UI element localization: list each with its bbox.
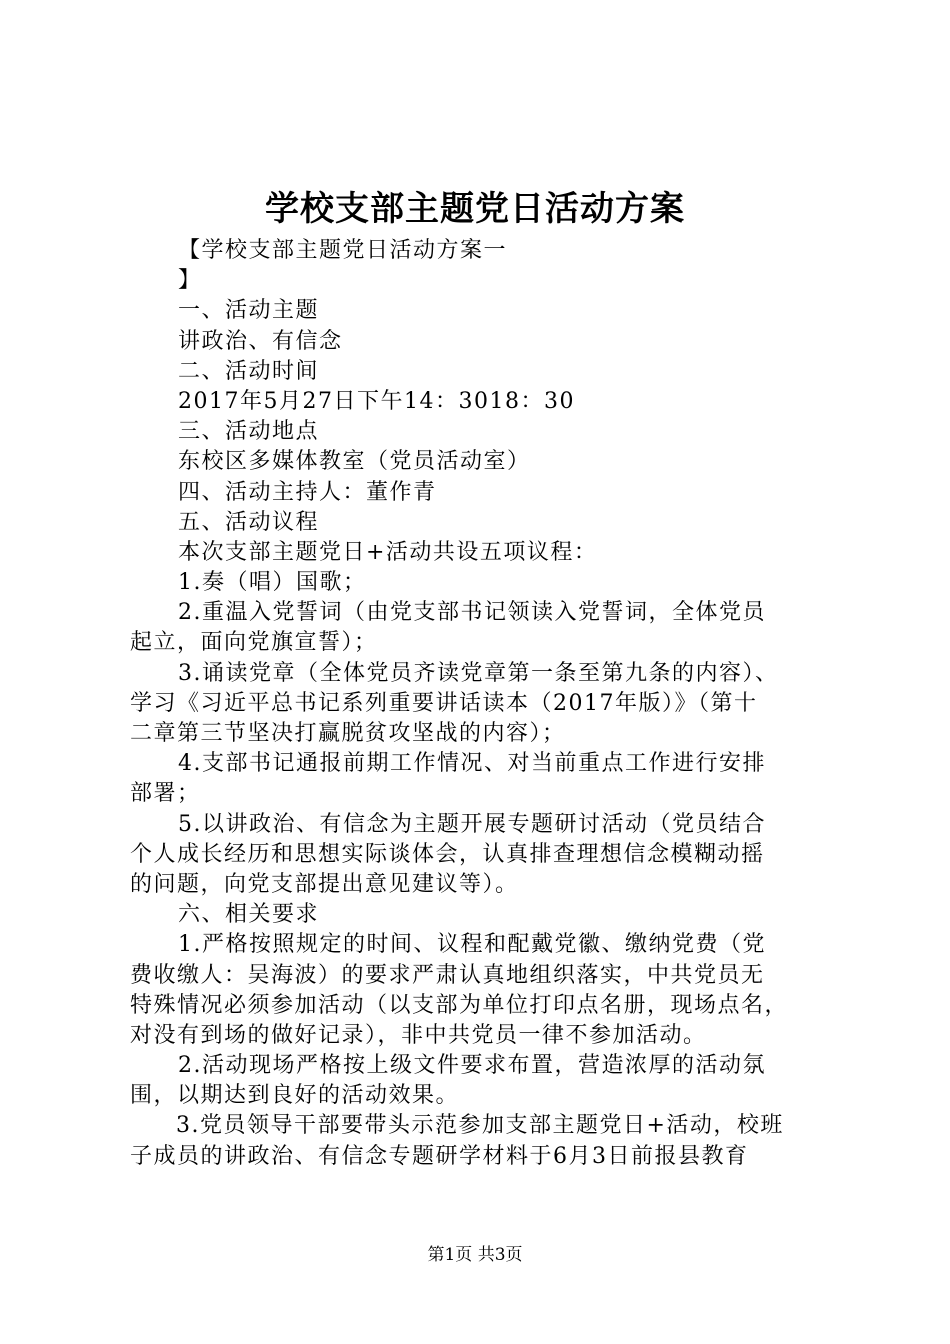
section-heading: 二、活动时间 [178,358,320,384]
list-item-continued: 的问题，向党支部提出意见建议等）。 [130,871,519,897]
list-item: 3.诵读党章（全体党员齐读党章第一条至第九条的内容）、 [178,660,779,686]
list-item-continued: 特殊情况必须参加活动（以支部为单位打印点名册，现场点名， [130,992,789,1018]
paragraph-line: 讲政治、有信念 [178,328,343,354]
section-heading: 三、活动地点 [178,419,320,445]
subtitle-line: 【学校支部主题党日活动方案一 [178,238,508,263]
list-item-continued: 部署； [130,781,201,807]
list-item: 1.奏（唱）国歌； [178,570,367,596]
paragraph-line: 东校区多媒体教室（党员活动室） [178,449,531,475]
list-item-continued: 子成员的讲政治、有信念专题研学材料于6月3日前报县教育 [130,1143,749,1169]
subtitle-line-end: 】 [178,268,202,294]
section-heading: 五、活动议程 [178,509,320,535]
list-item-continued: 二章第三节坚决打赢脱贫攻坚战的内容）； [130,721,566,746]
list-item: 2.重温入党誓词（由党支部书记领读入党誓词，全体党员 [178,600,766,626]
list-item-continued: 对没有到场的做好记录），非中共党员一律不参加活动。 [130,1022,707,1048]
list-item: 3.党员领导干部要带头示范参加支部主题党日+活动，校班 [176,1113,784,1139]
page-number: 第1页 共3页 [427,1245,523,1265]
list-item: 5.以讲政治、有信念为主题开展专题研讨活动（党员结合 [178,811,766,837]
section-heading: 四、活动主持人：董作青 [178,479,437,505]
list-item-continued: 费收缴人：吴海波）的要求严肃认真地组织落实，中共党员无 [130,962,765,988]
list-item: 4.支部书记通报前期工作情况、对当前重点工作进行安排 [178,751,766,777]
paragraph-line: 2017年5月27日下午14：3018：30 [178,388,575,414]
document-title: 学校支部主题党日活动方案 [265,189,685,229]
document-body [130,236,840,1172]
section-heading: 一、活动主题 [178,298,320,324]
section-heading: 六、相关要求 [178,902,320,928]
list-item: 1.严格按照规定的时间、议程和配戴党徽、缴纳党费（党 [178,932,766,958]
list-item-continued: 学习《习近平总书记系列重要讲话读本（2017年版）》（第十 [130,690,758,716]
list-item-continued: 个人成长经历和思想实际谈体会，认真排查理想信念模糊动摇 [130,841,765,867]
list-item: 2.活动现场严格按上级文件要求布置，营造浓厚的活动氛 [178,1053,766,1079]
paragraph-line: 本次支部主题党日+活动共设五项议程： [178,539,598,565]
list-item-continued: 围，以期达到良好的活动效果。 [130,1083,460,1109]
list-item-continued: 起立，面向党旗宣誓）； [130,630,378,656]
